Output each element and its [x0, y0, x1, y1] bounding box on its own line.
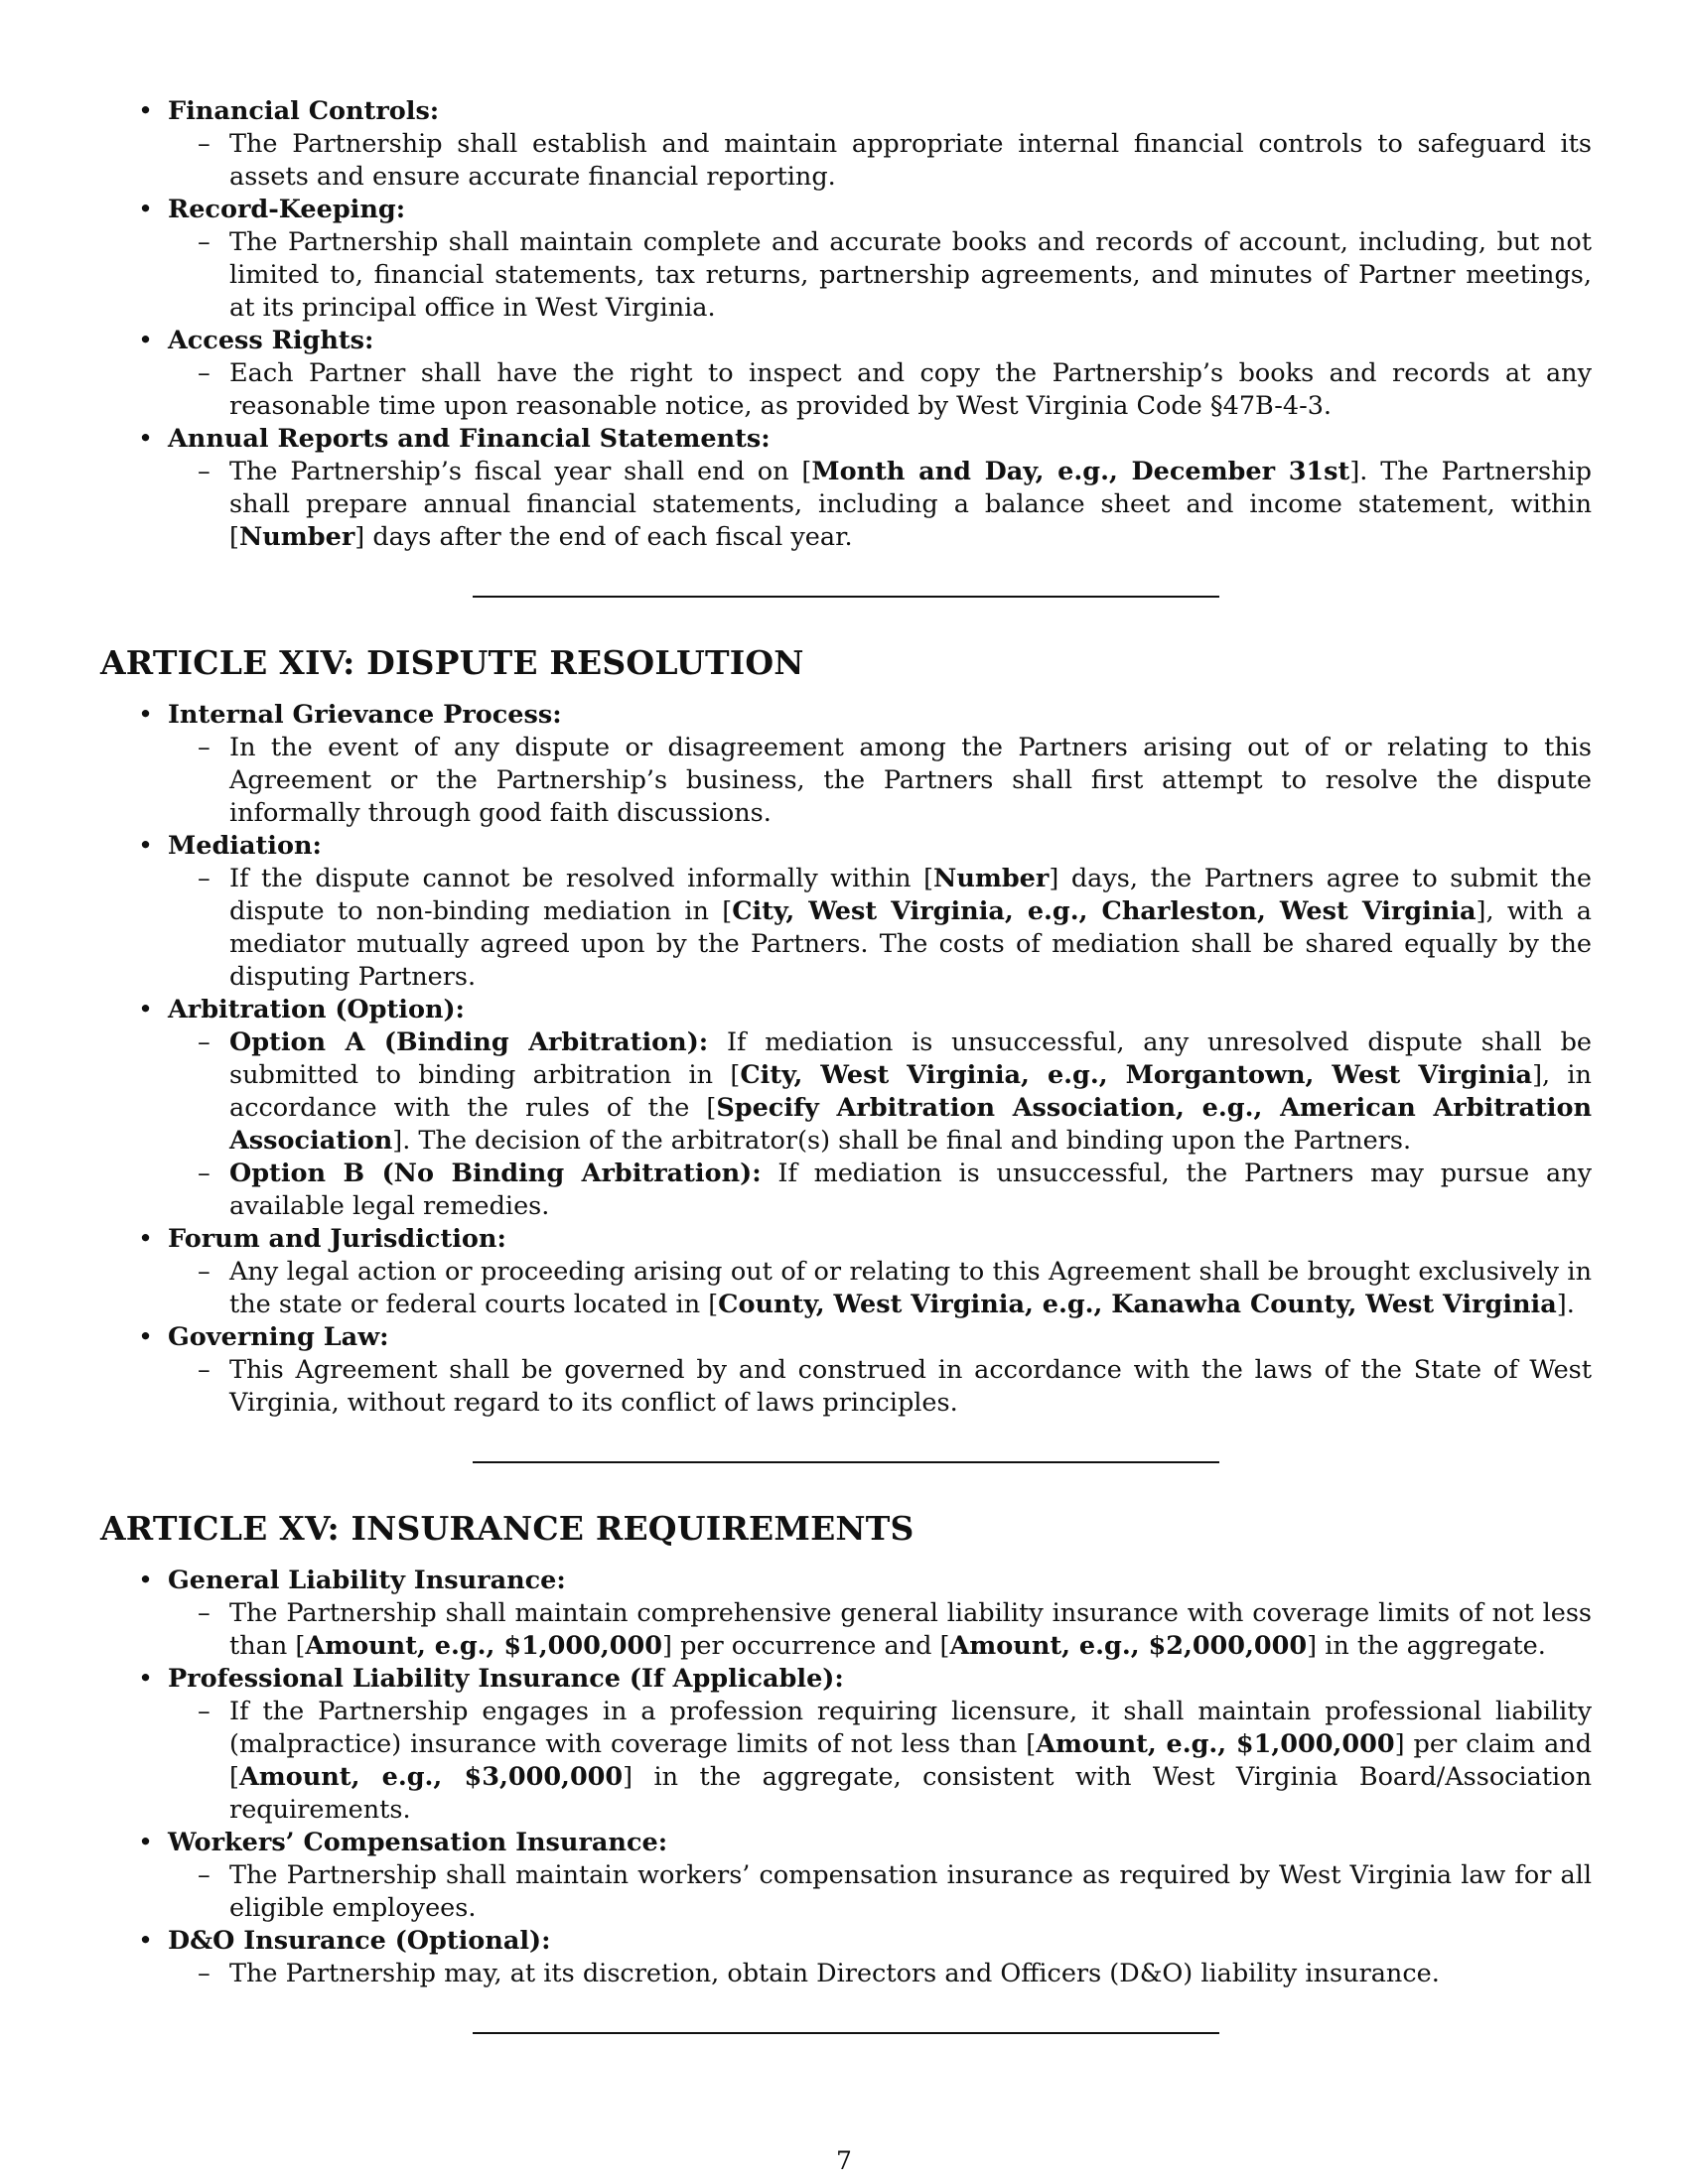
placeholder-field: Amount, e.g., $1,000,000: [1036, 1729, 1395, 1759]
text-segment: The Partnership’s fiscal year shall end on [: [229, 457, 812, 486]
item-text: [168, 456, 1592, 554]
item-text: [168, 863, 1592, 994]
placeholder-field: Number: [238, 522, 355, 552]
item-title: • Professional Liability Insurance (If Applicable):: [168, 1664, 844, 1694]
option-a-text: [168, 1026, 1592, 1158]
item-text: – The Partnership may, at its discretion, obtain Directors and Officers (D&O) liability insurance.: [168, 1958, 1592, 1990]
placeholder-field: Amount, e.g., $1,000,000: [305, 1631, 663, 1661]
dispute-list: [100, 699, 1592, 1420]
item-title: • General Liability Insurance:: [168, 1566, 566, 1595]
text-segment: Any legal action or proceeding arising out of or relating to this Agreement shall be brought exclusively in the state or federal courts located in [: [229, 1257, 1592, 1319]
text-segment: ] days, the Partners agree to submit the dispute to non-binding mediation in [: [229, 864, 1592, 926]
text-segment: ] per claim and [: [229, 1729, 1593, 1792]
text-segment: ], in accordance with the rules of the [: [229, 1060, 1592, 1123]
item-title: • Internal Grievance Process:: [168, 700, 562, 730]
item-text: – This Agreement shall be governed by and construed in accordance with the laws of the State of West Virginia, without regard to its conflict of laws principles.: [168, 1354, 1592, 1420]
placeholder-field: Specify Arbitration Association, e.g., American Arbitration Association: [229, 1093, 1593, 1156]
page-number: 7: [836, 2146, 852, 2175]
option-b-text: [168, 1158, 1592, 1223]
item-text: – Each Partner shall have the right to inspect and copy the Partnership’s books and records at any reasonable time upon reasonable notice, as provided by West Virginia Code §47B-4-3.: [168, 357, 1592, 423]
text-segment: The Partnership shall maintain comprehensive general liability insurance with coverage limits of not less than [: [229, 1598, 1592, 1661]
records-list: [100, 95, 1592, 554]
text-segment: If mediation is unsuccessful, any unresolved dispute shall be submitted to binding arbitration in [: [229, 1027, 1592, 1090]
text-segment: ]. The Partnership shall prepare annual financial statements, including a balance sheet and income statement, within [: [229, 457, 1592, 552]
text-segment: If the dispute cannot be resolved informally within [: [229, 864, 934, 893]
item-title: • Governing Law:: [168, 1322, 389, 1352]
item-title: • Access Rights:: [168, 326, 374, 355]
placeholder-field: Number: [933, 864, 1050, 893]
list-item: [100, 423, 1592, 554]
list-item: [100, 994, 1592, 1223]
option-label: Option B (No Binding Arbitration):: [229, 1159, 762, 1188]
placeholder-field: Amount, e.g., $2,000,000: [949, 1631, 1308, 1661]
item-title: • Record-Keeping:: [168, 195, 406, 224]
item-text: – In the event of any dispute or disagreement among the Partners arising out of or relating to this Agreement or the Partnership’s business, the Partners shall first attempt to resolve the dispute informally through good faith discussions.: [168, 732, 1592, 830]
document-page: [100, 95, 1592, 2034]
list-item: [100, 194, 1592, 325]
list-item: [100, 325, 1592, 423]
text-segment: ]. The decision of the arbitrator(s) shall be final and binding upon the Partners.: [392, 1126, 1412, 1156]
item-text: – The Partnership shall maintain workers’ compensation insurance as required by West Virginia law for all eligible employees.: [168, 1859, 1592, 1925]
item-title: • Arbitration (Option):: [168, 995, 465, 1024]
item-text: – The Partnership shall maintain complete and accurate books and records of account, including, but not limited to, financial statements, tax returns, partnership agreements, and minutes of Partner meetings, at its principal office in West Virginia.: [168, 226, 1592, 325]
text-segment: ].: [1556, 1290, 1575, 1319]
item-text: [168, 1256, 1592, 1321]
item-title: • Annual Reports and Financial Statements:: [168, 424, 771, 454]
text-segment: If the Partnership engages in a profession requiring licensure, it shall maintain professional liability (malpractice) insurance with coverage limits of not less than [: [229, 1697, 1592, 1759]
list-item: [100, 699, 1592, 830]
article-heading: ARTICLE XIV: DISPUTE RESOLUTION: [100, 643, 804, 682]
placeholder-field: Month and Day, e.g., December 31st: [811, 457, 1350, 486]
list-item: [100, 1827, 1592, 1925]
list-item: [100, 95, 1592, 194]
option-label: Option A (Binding Arbitration):: [229, 1027, 709, 1057]
section-divider: [473, 1461, 1219, 1463]
text-segment: ] days after the end of each fiscal year.: [354, 522, 853, 552]
placeholder-field: Amount, e.g., $3,000,000: [238, 1762, 624, 1792]
item-text: [168, 1696, 1592, 1827]
text-segment: If mediation is unsuccessful, the Partners may pursue any available legal remedies.: [229, 1159, 1593, 1221]
item-text: [168, 1597, 1592, 1663]
item-title: • Mediation:: [168, 831, 322, 861]
section-divider: [473, 2032, 1219, 2034]
text-segment: ] in the aggregate.: [1307, 1631, 1546, 1661]
placeholder-field: County, West Virginia, e.g., Kanawha County, West Virginia: [718, 1290, 1557, 1319]
list-item: [100, 1223, 1592, 1321]
placeholder-field: City, West Virginia, e.g., Morgantown, West Virginia: [740, 1060, 1533, 1090]
item-title: • Forum and Jurisdiction:: [168, 1224, 506, 1254]
section-divider: [473, 596, 1219, 598]
item-title: • Financial Controls:: [168, 96, 440, 126]
item-title: • Workers’ Compensation Insurance:: [168, 1828, 668, 1857]
text-segment: ] in the aggregate, consistent with West Virginia Board/Association requirements.: [229, 1762, 1592, 1825]
text-segment: ], with a mediator mutually agreed upon by the Partners. The costs of mediation shall be shared equally by the disputing Partners.: [229, 896, 1592, 992]
insurance-list: [100, 1565, 1592, 1990]
item-text: – The Partnership shall establish and maintain appropriate internal financial controls to safeguard its assets and ensure accurate financial reporting.: [168, 128, 1592, 194]
list-item: [100, 830, 1592, 994]
list-item: [100, 1925, 1592, 1990]
list-item: [100, 1663, 1592, 1827]
text-segment: ] per occurrence and [: [662, 1631, 950, 1661]
list-item: [100, 1565, 1592, 1663]
list-item: [100, 1321, 1592, 1420]
article-heading: ARTICLE XV: INSURANCE REQUIREMENTS: [100, 1509, 914, 1548]
placeholder-field: City, West Virginia, e.g., Charleston, West Virginia: [732, 896, 1477, 926]
item-title: • D&O Insurance (Optional):: [168, 1926, 551, 1956]
